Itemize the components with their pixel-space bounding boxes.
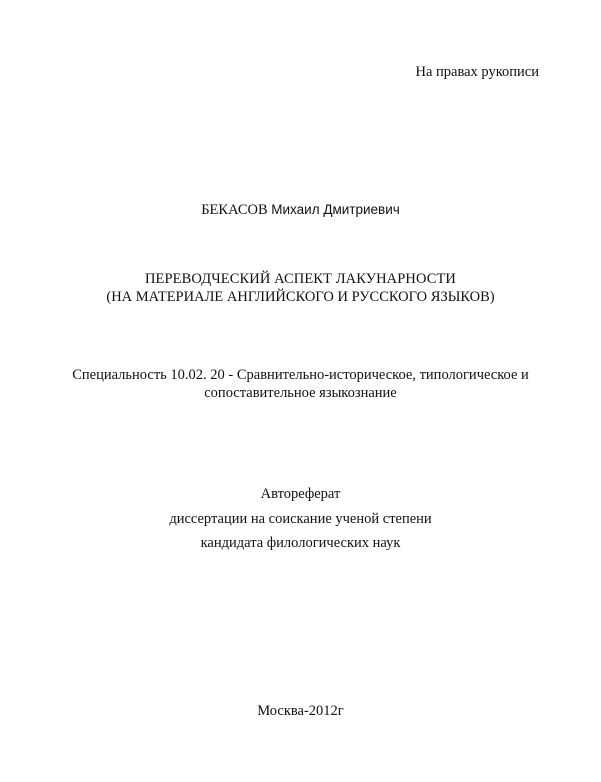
dissertation-title-line-1: ПЕРЕВОДЧЕСКИЙ АСПЕКТ ЛАКУНАРНОСТИ <box>144 271 457 287</box>
author-given-name: Михаил Дмитриевич <box>271 202 400 217</box>
author-surname: БЕКАСОВ <box>201 202 268 218</box>
rights-note: На правах рукописи <box>415 64 539 80</box>
city-year: Москва-2012г <box>257 703 344 719</box>
specialty-line-1: Специальность 10.02. 20 - Сравнительно-историческое, типологическое и <box>72 367 529 383</box>
dissertation-title-line-2: (НА МАТЕРИАЛЕ АНГЛИЙСКОГО И РУССКОГО ЯЗЫКОВ) <box>106 289 495 305</box>
abstract-degree: кандидата филологических наук <box>200 535 401 551</box>
specialty-line-2: сопоставительное языкознание <box>204 385 397 401</box>
abstract-heading: Автореферат <box>260 486 341 502</box>
author-name <box>0 201 601 219</box>
abstract-purpose: диссертации на соискание ученой степени <box>169 511 432 527</box>
